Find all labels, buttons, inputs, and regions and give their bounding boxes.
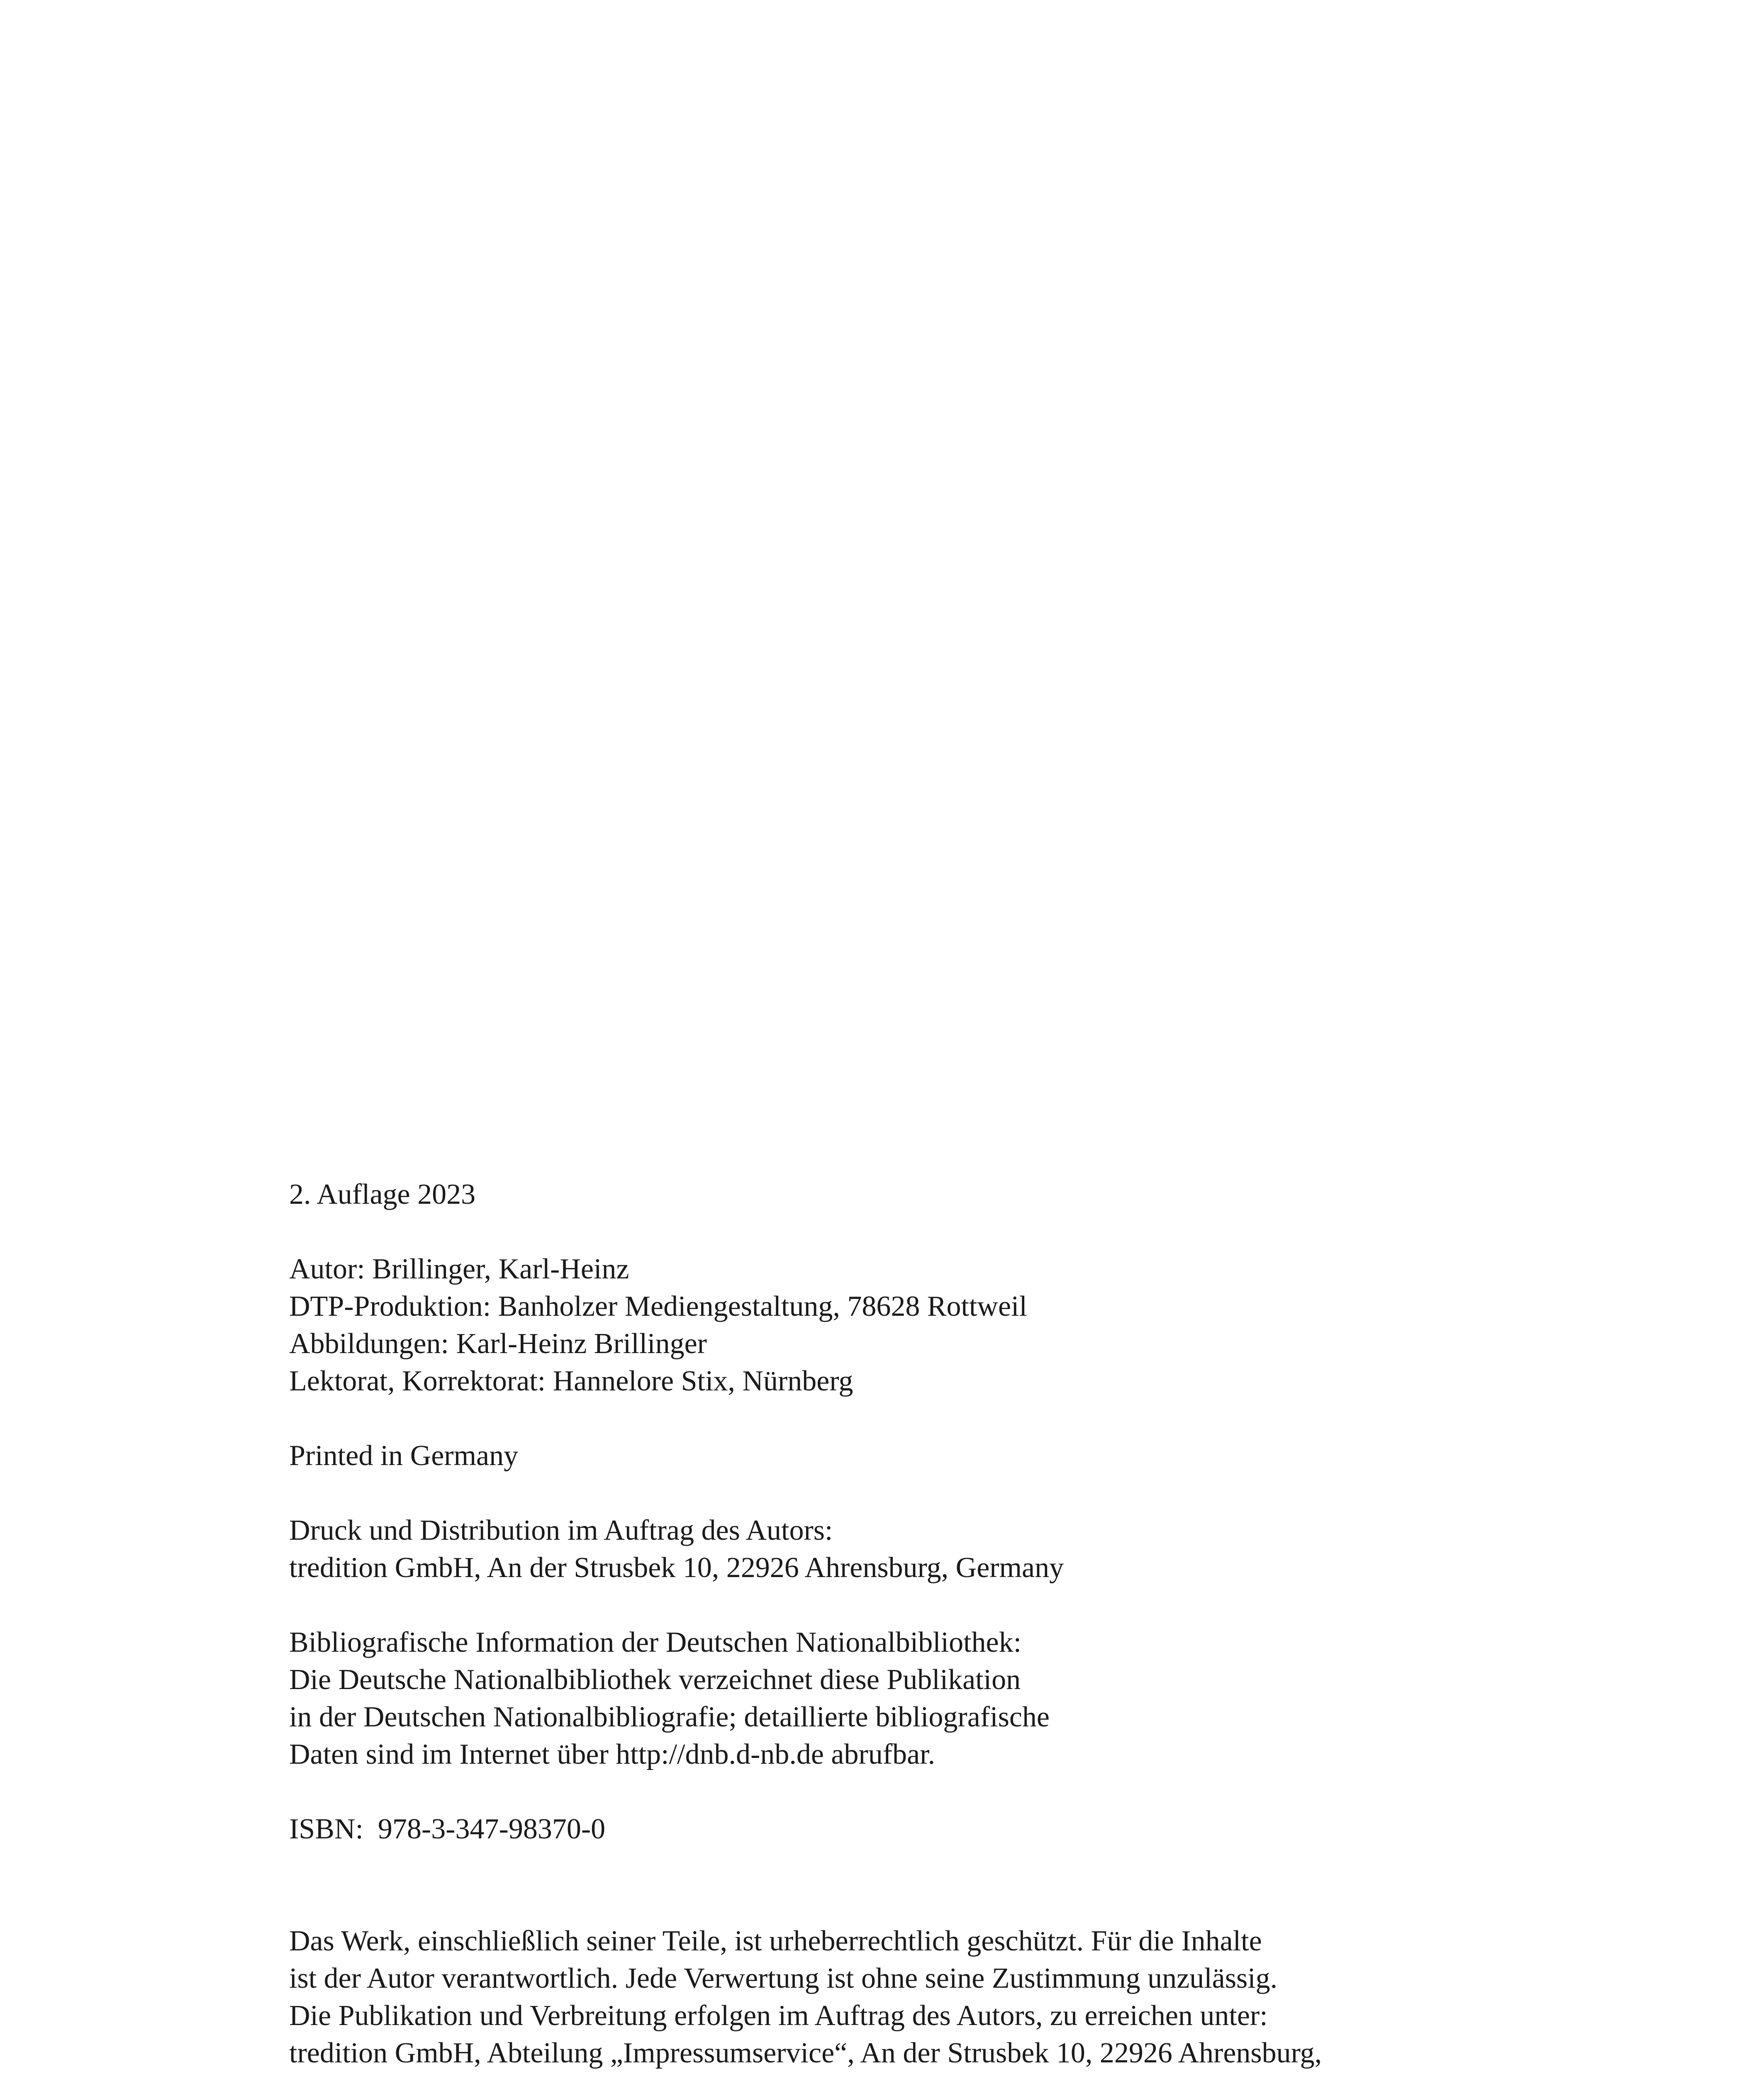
bibliographic-line: in der Deutschen Nationalbibliografie; detaillierte bibliografische <box>289 1701 1050 1733</box>
spacer <box>289 1400 1700 1437</box>
bibliographic-section <box>289 1624 1700 1773</box>
spacer <box>289 1475 1700 1512</box>
copyright-line <box>289 2072 1700 2074</box>
spacer <box>289 1773 1700 1811</box>
distribution-section <box>289 1512 1700 1587</box>
edition-line: 2. Auflage 2023 <box>289 1178 476 1210</box>
copyright-line: Die Publikation und Verbreitung erfolgen im Auftrag des Autors, zu erreichen unter: <box>289 2000 1268 2032</box>
bibliographic-line: Daten sind im Internet über http://dnb.d-nb.de abrufbar. <box>289 1738 936 1770</box>
distribution-line: tredition GmbH, An der Strusbek 10, 22926 Ahrensburg, Germany <box>289 1552 1064 1584</box>
spacer <box>289 1848 1700 1923</box>
credit-author: Autor: Brillinger, Karl-Heinz <box>289 1253 629 1285</box>
imprint-block <box>289 1176 1700 2074</box>
credit-editing: Lektorat, Korrektorat: Hannelore Stix, Nürnberg <box>289 1365 853 1397</box>
credit-dtp: DTP-Produktion: Banholzer Mediengestaltung, 78628 Rottweil <box>289 1290 1027 1322</box>
bibliographic-line: Bibliografische Information der Deutschen Nationalbibliothek: <box>289 1626 1022 1658</box>
copyright-section <box>289 1923 1700 2074</box>
bibliographic-line: Die Deutsche Nationalbibliothek verzeichnet diese Publikation <box>289 1664 1021 1696</box>
spacer <box>289 1213 1700 1251</box>
spacer <box>289 1587 1700 1624</box>
credit-illustrations: Abbildungen: Karl-Heinz Brillinger <box>289 1328 707 1360</box>
printed-in-line: Printed in Germany <box>289 1440 519 1472</box>
copyright-line: Das Werk, einschließlich seiner Teile, ist urheberrechtlich geschützt. Für die Inhalte <box>289 1925 1262 1957</box>
distribution-line: Druck und Distribution im Auftrag des Autors: <box>289 1514 833 1546</box>
copyright-line: tredition GmbH, Abteilung „Impressumservice“, An der Strusbek 10, 22926 Ahrensburg, <box>289 2037 1322 2069</box>
copyright-line: ist der Autor verantwortlich. Jede Verwertung ist ohne seine Zustimmung unzulässig. <box>289 1962 1278 1994</box>
credits-section <box>289 1251 1700 1400</box>
isbn-line: ISBN: 978-3-347-98370-0 <box>289 1813 606 1845</box>
